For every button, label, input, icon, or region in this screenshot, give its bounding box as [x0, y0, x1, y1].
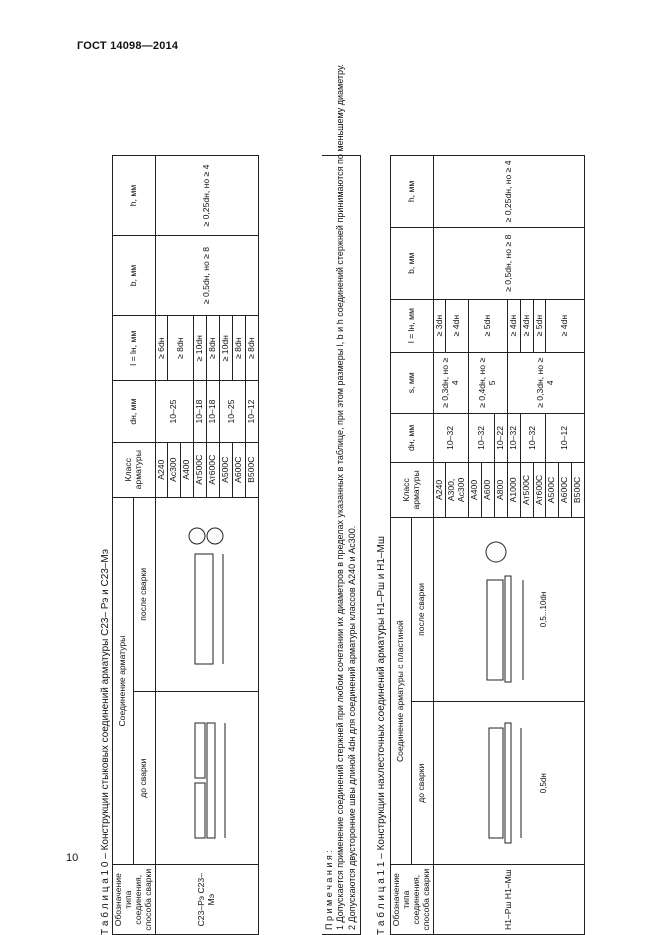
t10-col-class: Класс арматуры	[113, 442, 156, 497]
lap-after-welding-drawing	[469, 530, 539, 690]
t10-d-cell: 10–25	[155, 381, 194, 442]
t11-l-cell: ≥ 5dн	[533, 299, 546, 352]
table-11	[390, 155, 585, 935]
t11-class-cell: А500С	[546, 462, 559, 517]
table10-notes	[322, 63, 361, 935]
t10-col-l: l = lн, мм	[113, 316, 156, 381]
t11-designation: Н1–Рш Н1–Мш	[433, 865, 585, 935]
bars-before-welding-drawing	[177, 708, 237, 848]
table-10	[112, 155, 259, 935]
t10-col-d: dн, мм	[113, 381, 156, 442]
t10-h-value: ≥ 0,25dн, но ≥ 4	[155, 156, 258, 236]
t10-class-cell: А600С	[232, 442, 245, 497]
table10-caption: Т а б л и ц а 1 0 – Конструкции стыковых соединений арматуры С23– Рэ и С23–Мэ	[100, 549, 111, 935]
table11-caption: Т а б л и ц а 1 1 – Конструкции нахлесточных соединений арматуры Н1–Рш и Н1–Мш	[376, 536, 387, 935]
t10-d-cell: 10–18	[207, 381, 220, 442]
t11-l-cell: ≥ 4dн	[507, 299, 520, 352]
t10-drawing-after	[155, 497, 258, 691]
t10-l-cell: ≥ 8dн	[207, 316, 220, 381]
lap-before-welding-drawing	[469, 713, 539, 853]
t11-s-cell: ≥ 0,3dн, но ≥ 4	[507, 352, 584, 413]
t10-class-cell: Ат600С	[207, 442, 220, 497]
t11-col-class: Класс арматуры	[391, 462, 434, 517]
t10-class-cell: Ас300	[168, 442, 181, 497]
t10-l-cell: ≥ 10dн	[194, 316, 207, 381]
t11-d-cell: 10–32	[507, 413, 520, 462]
t11-l-cell: ≥ 5dн	[469, 299, 508, 352]
t10-class-cell: А500С	[219, 442, 232, 497]
t11-class-cell: А600С	[559, 462, 572, 517]
t10-l-cell: ≥ 8dн	[232, 316, 245, 381]
t10-b-value: ≥ 0,5dн, но ≥ 8	[155, 236, 258, 316]
t11-col-s: s, мм	[391, 352, 434, 413]
t11-class-cell: Ат500С	[520, 462, 533, 517]
t11-d-cell: 10–32	[469, 413, 495, 462]
t11-class-cell: А300, Ас300	[446, 462, 469, 517]
t11-class-cell: Ат600С	[533, 462, 546, 517]
t11-b-value: ≥ 0,5dн, но ≥ 8	[433, 227, 585, 299]
t11-drawing-before	[433, 702, 585, 865]
t10-l-cell: ≥ 8dн	[245, 316, 258, 381]
t11-class-cell: В500С	[572, 462, 585, 517]
t10-class-cell: В500С	[245, 442, 258, 497]
t10-d-cell: 10–25	[219, 381, 245, 442]
t10-drawing-before	[155, 691, 258, 864]
t11-l-cell: ≥ 4dн	[546, 299, 585, 352]
t11-d-cell: 10–32	[520, 413, 546, 462]
t11-col-connection: Соединение арматуры с пластиной	[391, 517, 412, 864]
t10-col-before: до сварки	[134, 691, 155, 864]
t11-d-cell: 10–32	[433, 413, 469, 462]
t10-designation: С23–Рэ С23–Мэ	[155, 865, 258, 935]
t10-col-designation: Обозначение типа соединения, способа сварки	[113, 865, 156, 935]
t11-col-l: l = lн, мм	[391, 299, 434, 352]
t11-col-d: dн, мм	[391, 413, 434, 462]
t10-d-cell: 10–12	[245, 381, 258, 442]
dim-before-label: 0,5dн	[539, 773, 549, 794]
t11-col-after: после сварки	[412, 517, 433, 701]
t10-class-cell: А400	[181, 442, 194, 497]
t10-d-cell: 10–18	[194, 381, 207, 442]
t10-col-h: h, мм	[113, 156, 156, 236]
t10-l-cell: ≥ 8dн	[168, 316, 194, 381]
t11-h-value: ≥ 0,25dн, но ≥ 4	[433, 156, 585, 228]
t11-class-cell: А1000	[507, 462, 520, 517]
t10-col-after: после сварки	[134, 497, 155, 691]
t11-class-cell: А240	[433, 462, 446, 517]
t11-l-cell: ≥ 3dн	[433, 299, 446, 352]
t11-s-cell: ≥ 0,3dн, но ≥ 4	[433, 352, 469, 413]
t11-d-cell: 10–22	[494, 413, 507, 462]
t10-l-cell: ≥ 6dн	[155, 316, 168, 381]
t10-col-connection: Соединение арматуры	[113, 497, 134, 865]
t10-class-cell: Ат500С	[194, 442, 207, 497]
rotated-page-content	[100, 63, 620, 935]
t10-class-cell: А240	[155, 442, 168, 497]
t10-l-cell: ≥ 10dн	[219, 316, 232, 381]
bars-after-welding-drawing	[177, 514, 237, 674]
t11-drawing-after	[433, 517, 585, 701]
t11-d-cell: 10–12	[546, 413, 585, 462]
notes-title: П р и м е ч а н и я :	[324, 850, 334, 930]
t11-l-cell: ≥ 4dн	[446, 299, 469, 352]
page-number: 10	[66, 852, 79, 864]
t10-col-b: b, мм	[113, 236, 156, 316]
t11-col-h: h, мм	[391, 156, 434, 228]
t11-class-cell: А400	[469, 462, 482, 517]
note-1: 1 Допускается применение соединений стержней при любом сочетании их диаметров в пределах указанных в таблице, при этом размеры l, b и h соединений стержней принимаются по меньшему диаметру.	[335, 63, 346, 930]
standard-header: ГОСТ 14098—2014	[77, 40, 179, 52]
dim-after-label: 0,5...10dн	[539, 591, 549, 628]
t11-col-before: до сварки	[412, 702, 433, 865]
t11-l-cell: ≥ 4dн	[520, 299, 533, 352]
t11-col-designation: Обозначение типа соединения, способа сварки	[391, 865, 434, 935]
note-2: 2 Допускаются двусторонние швы длиной 4dн для соединений арматуры классов А240 и Ас300.	[346, 525, 357, 930]
t11-class-cell: А600	[482, 462, 495, 517]
t11-s-cell: ≥ 0,4dн, но ≥ 5	[469, 352, 508, 413]
t11-class-cell: А800	[494, 462, 507, 517]
t11-col-b: b, мм	[391, 227, 434, 299]
